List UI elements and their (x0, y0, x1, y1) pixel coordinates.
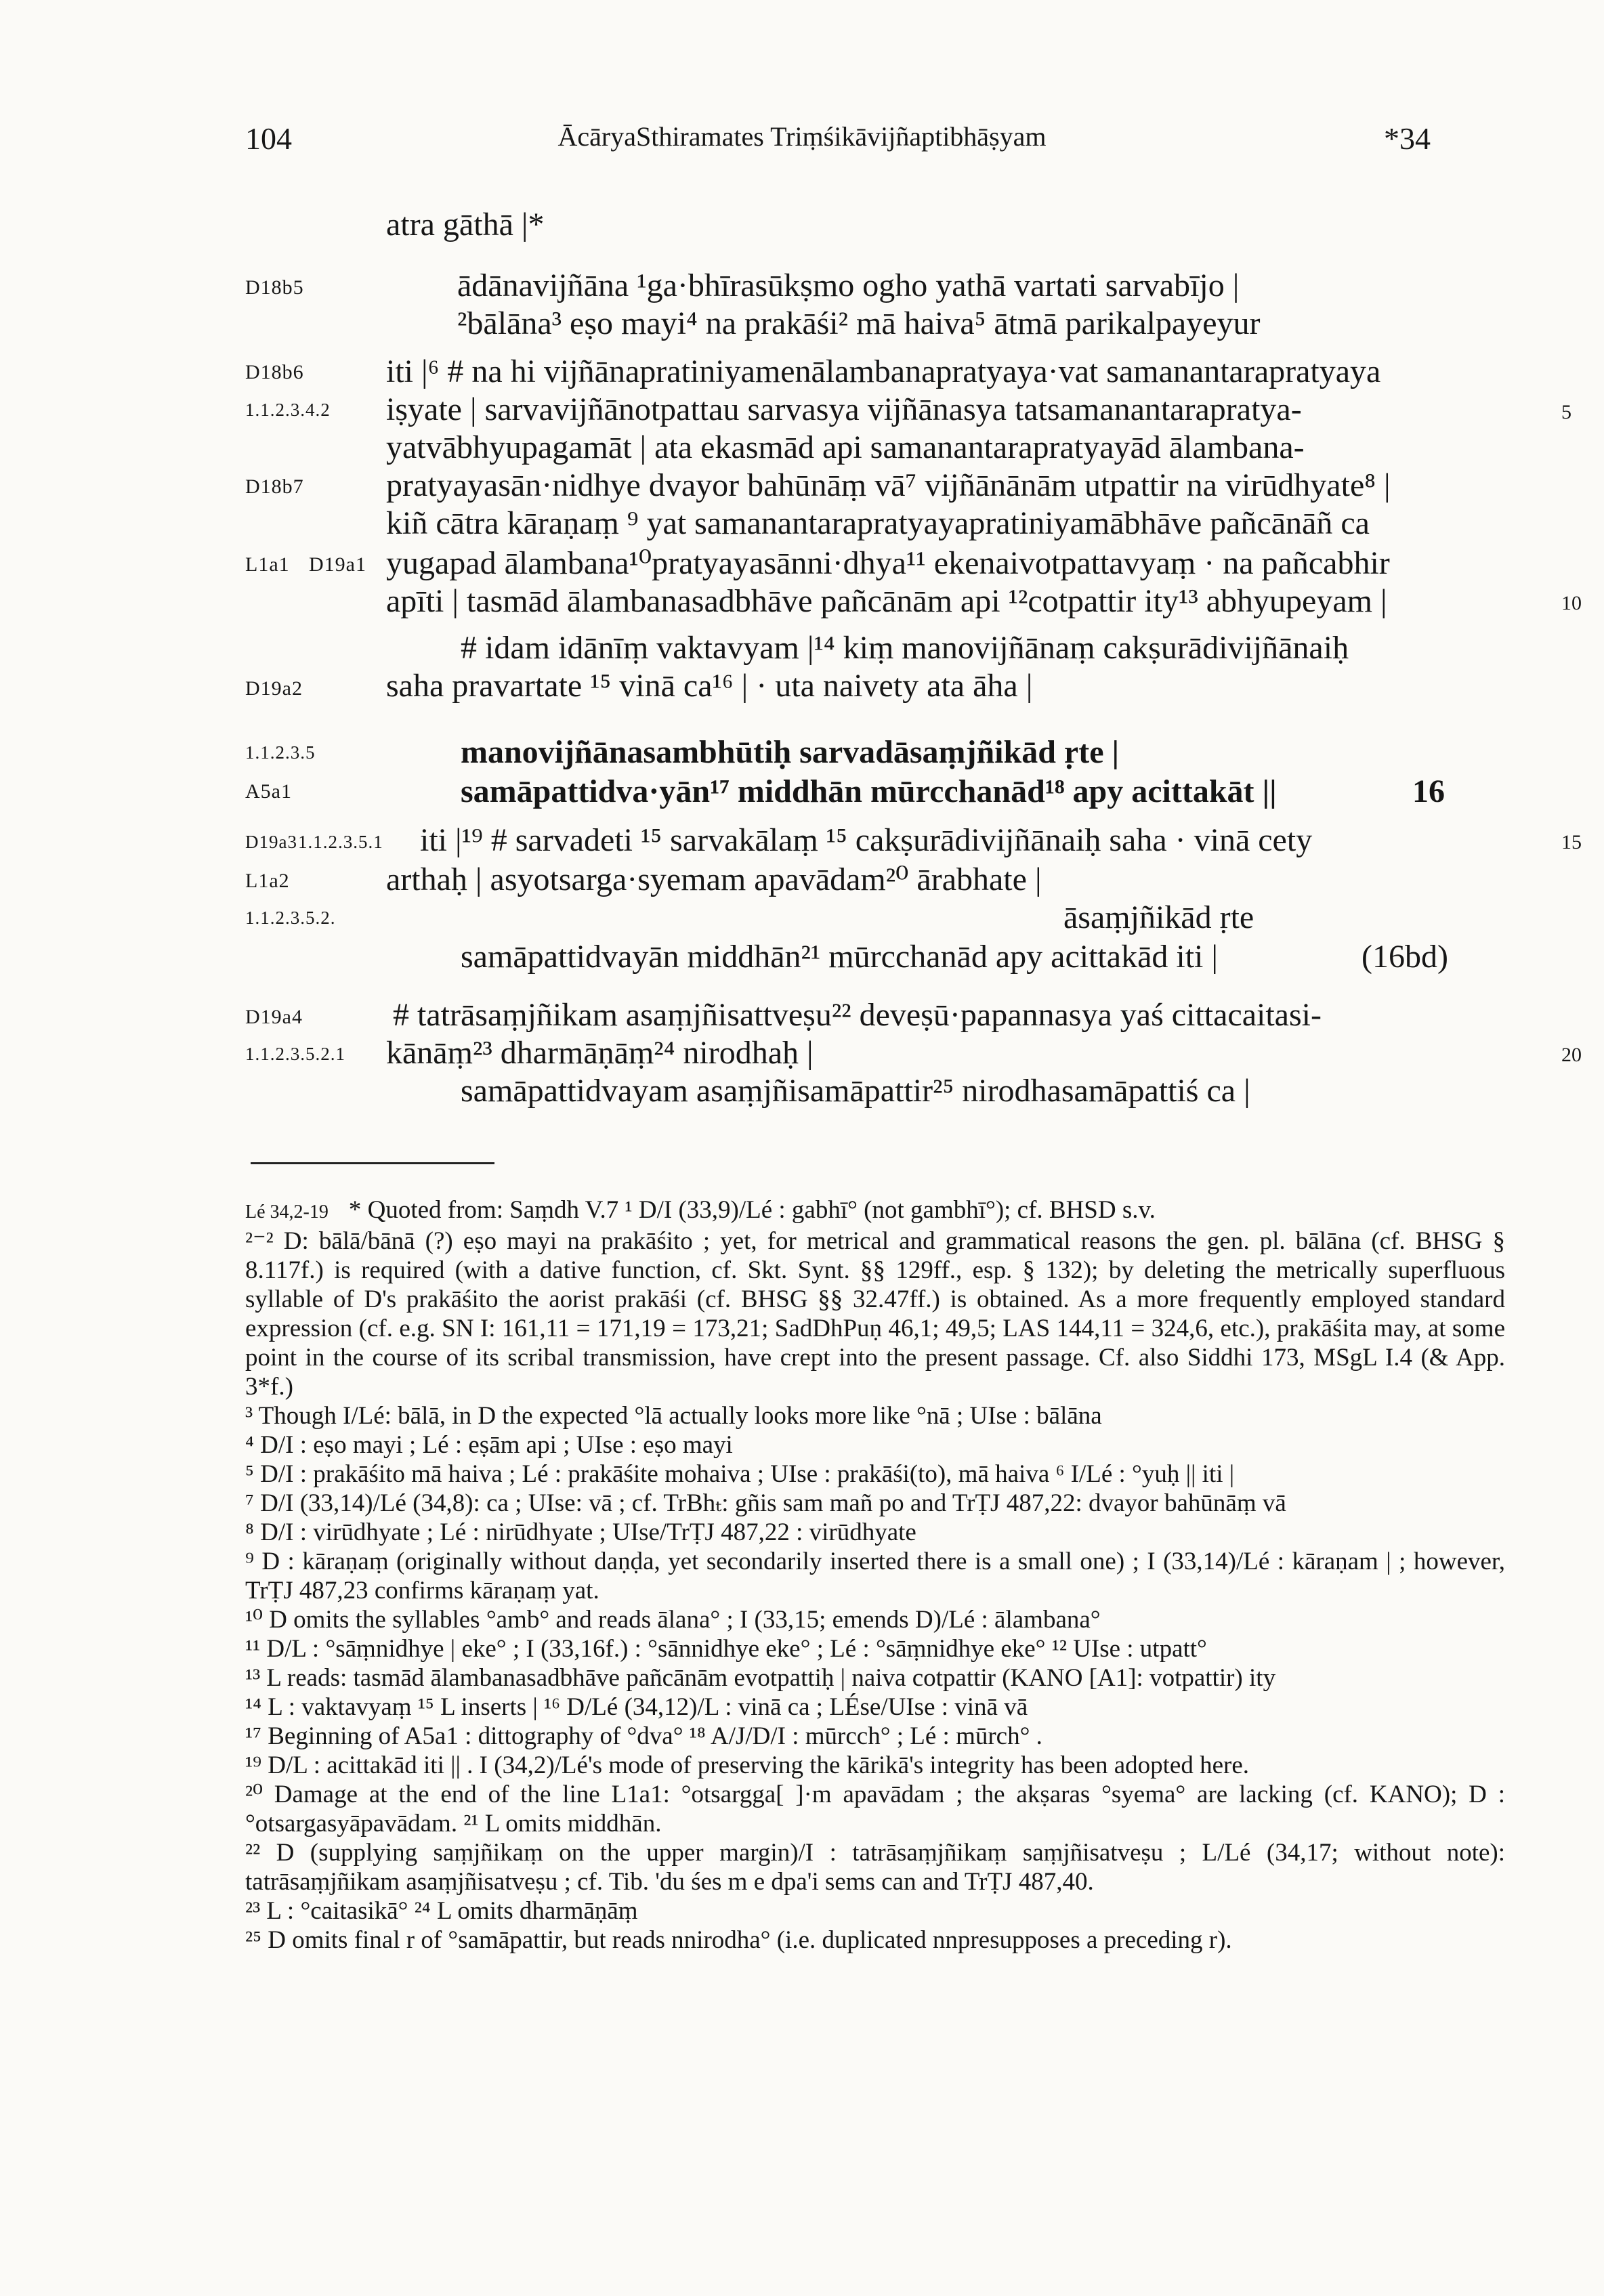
footnote: ³ Though I/Lé: bālā, in D the expected °lā actually looks more like °nā ; UIse : bālāna (245, 1402, 1102, 1430)
manuscript-siglum: D19a3 (245, 832, 297, 852)
text-line: pratyayasān·nidhye dvayor bahūnāṃ vā⁷ vijñānānām utpattir na virūdhyate⁸ | (386, 467, 1391, 503)
text-line: kiñ cātra kāraṇaṃ ⁹ yat samanantarapratyayapratiniyamābhāve pañcānāñ ca (386, 505, 1370, 541)
footnote: ¹⁰ D omits the syllables °amb° and reads ālana° ; I (33,15; emends D)/Lé : ālambana° (245, 1606, 1101, 1634)
footnote: ⁴ D/I : eṣo mayi ; Lé : eṣām api ; UIse : eṣo mayi (245, 1431, 733, 1459)
line-number: 15 (1561, 831, 1582, 853)
footnote: ⁹ D : kāraṇaṃ (originally without daṇḍa, yet secondarily inserted there is a small one) ; I (33,14)/Lé : kāraṇam | ; however, TrṬJ 487,23 confirms kāraṇaṃ yat. (245, 1548, 1505, 1604)
text-line: atra gāthā |* (386, 207, 545, 242)
text-line: yatvābhyupagamāt | ata ekasmād api samanantarapratyayād ālambana- (386, 429, 1305, 465)
text-line: iṣyate | sarvavijñānotpattau sarvasya vijñānasya tatsamanantarapratya- (386, 391, 1302, 427)
text-line: ādānavijñāna ¹ga·bhīrasūkṣmo ogho yathā vartati sarvabījo | (457, 268, 1240, 303)
footnote: ²⁰ Damage at the end of the line L1a1: °otsargga[ ]·m apavādam ; the akṣaras °syema° are lacking (cf. KANO); D : °otsargasyāpavādam. ²¹ L omits middhān. (245, 1781, 1505, 1837)
text-line: # idam idānīṃ vaktavyam |¹⁴ kiṃ manovijñānaṃ cakṣurādivijñānaiḥ (461, 630, 1349, 666)
section-siglum: 1.1.2.3.4.2 (245, 400, 331, 420)
text-line: iti |⁶ # na hi vijñānapratiniyamenālambanapratyaya·vat samanantarapratyaya (386, 354, 1381, 389)
footnote-meta: Lé 34,2-19 (245, 1202, 329, 1223)
footnotes (245, 1195, 1505, 1955)
footnote: ²⁵ D omits final r of °samāpattir, but reads nnirodha° (i.e. duplicated nnpresupposes a preceding r). (245, 1926, 1232, 1954)
karika-line: manovijñānasambhūtiḥ sarvadāsaṃjñikād ṛte | (461, 734, 1120, 770)
line-number: 5 (1561, 401, 1571, 423)
footnote: ²² D (supplying saṃjñikaṃ on the upper margin)/I : tatrāsaṃjñikaṃ saṃjñisatveṣu ; L/Lé (34,17; without note): tatrāsaṃjñikam asaṃjñisatveṣu ; cf. Tib. 'du śes m e dpa'i sems can and TrṬJ 487,40. (245, 1839, 1505, 1896)
text-line: # tatrāsaṃjñikam asaṃjñisattveṣu²² deveṣū·papannasya yaś cittacaitasi- (393, 997, 1322, 1033)
footnote: ¹⁷ Beginning of A5a1 : dittography of °dva° ¹⁸ A/J/D/I : mūrcch° ; Lé : mūrch° . (245, 1722, 1042, 1750)
section-siglum: 1.1.2.3.5 (245, 742, 316, 763)
text-line: samāpattidvayam asaṃjñisamāpattir²⁵ nirodhasamāpattiś ca | (461, 1073, 1250, 1109)
manuscript-siglum: D18b6 (245, 361, 304, 383)
text-line: iti |¹⁹ # sarvadeti ¹⁵ sarvakālaṃ ¹⁵ cakṣurādivijñānaiḥ saha · vinā cety (420, 822, 1313, 858)
karika-line: samāpattidva·yān¹⁷ middhān mūrcchanād¹⁸ apy acittakāt || (461, 773, 1277, 809)
footnote: ⁵ D/I : prakāśito mā haiva ; Lé : prakāśite mohaiva ; UIse : prakāśi(to), mā haiva ⁶ I/Lé : °yuḥ || iti | (245, 1460, 1235, 1488)
manuscript-siglum: D19a4 (245, 1006, 303, 1028)
text-line: ²bālāna³ eṣo mayi⁴ na prakāśi² mā haiva⁵ ātmā parikalpayeyur (457, 305, 1261, 341)
line-number: 10 (1561, 592, 1582, 614)
footnote: ¹³ L reads: tasmād ālambanasadbhāve pañcānām evotpattiḥ | naiva cotpattir (KANO [A1]: votpattir) ity (245, 1664, 1276, 1692)
footnote-separator (251, 1162, 494, 1164)
footnote: ⁸ D/I : virūdhyate ; Lé : nirūdhyate ; UIse/TrṬJ 487,22 : virūdhyate (245, 1518, 916, 1546)
text-line: samāpattidvayān middhān²¹ mūrcchanād apy acittakād iti | (461, 939, 1218, 975)
footnote: ¹⁹ D/L : acittakād iti || . I (34,2)/Lé's mode of preserving the kārikā's integrity has been adopted here. (245, 1751, 1249, 1779)
manuscript-siglum: D19a1 (309, 553, 366, 576)
footnote: ⁷ D/I (33,14)/Lé (34,8): ca ; UIse: vā ; cf. TrBhₜ: gñis sam mañ po and TrṬJ 487,22: dvayor bahūnāṃ vā (245, 1489, 1286, 1517)
section-marker: *34 (1384, 121, 1431, 156)
text-line: kānāṃ²³ dharmāṇāṃ²⁴ nirodhaḥ | (386, 1035, 814, 1071)
manuscript-siglum: L1a1 (245, 553, 290, 576)
manuscript-siglum: D19a2 (245, 677, 303, 700)
text-line: arthaḥ | asyotsarga·syemam apavādam²⁰ ārabhate | (386, 862, 1042, 897)
text-line: yugapad ālambana¹⁰pratyayasānni·dhya¹¹ ekenaivotpattavyaṃ · na pañcabhir (386, 545, 1390, 581)
text-line: āsaṃjñikād ṛte (1063, 899, 1254, 935)
footnote: ¹¹ D/L : °sāṃnidhye | eke° ; I (33,16f.) : °sānnidhye eke° ; Lé : °sāṃnidhye eke° ¹² UIse : utpatt° (245, 1635, 1207, 1663)
footnote: ¹⁴ L : vaktavyaṃ ¹⁵ L inserts | ¹⁶ D/Lé (34,12)/L : vinā ca ; LÉse/UIse : vinā vā (245, 1693, 1028, 1721)
text-line: apīti | tasmād ālambanasadbhāve pañcānām api ¹²cotpattir ity¹³ abhyupeyam | (386, 583, 1387, 619)
running-title: ĀcāryaSthiramates Triṃśikāvijñaptibhāṣyam (557, 121, 1047, 152)
section-siglum: 1.1.2.3.5.1 (298, 832, 383, 852)
page-number: 104 (245, 121, 292, 156)
karika-number: 16 (1412, 773, 1445, 809)
manuscript-siglum: L1a2 (245, 870, 290, 892)
section-siglum: 1.1.2.3.5.2.1 (245, 1044, 345, 1064)
section-siglum: 1.1.2.3.5.2. (245, 908, 336, 928)
manuscript-siglum: D18b7 (245, 475, 304, 498)
manuscript-siglum: D18b5 (245, 276, 304, 299)
text-line: saha pravartate ¹⁵ vinā ca¹⁶ | · uta naivety ata āha | (386, 668, 1033, 704)
line-number: 20 (1561, 1044, 1582, 1066)
footnote: Lé 34,2-19 * Quoted from: Saṃdh V.7 ¹ D/I (33,9)/Lé : gabhī° (not gambhī°); cf. BHSD s.v. (245, 1196, 1156, 1224)
footnote: ²³ L : °caitasikā° ²⁴ L omits dharmāṇāṃ (245, 1897, 638, 1925)
verse-reference: (16bd) (1362, 939, 1448, 975)
footnote: ²⁻² D: bālā/bānā (?) eṣo mayi na prakāśito ; yet, for metrical and grammatical reasons the gen. pl. bālāna (cf. BHSG § 8.117f.) is required (with a dative function, cf. Skt. Synt. §§ 129ff., esp. § 132); by deleting the metrically superfluous syllable of D's prakāśito the aorist prakāśi (cf. BHSG §§ 32.47ff.) is obtained. As a more frequently employed standard expression (cf. e.g. SN I: 161,11 = 171,19 = 173,21; SadDhPuṇ 46,1; 49,5; LAS 144,11 = 324,6, etc.), prakāśita may, at some point in the course of its scribal transmission, have crept into the present passage. Cf. also Siddhi 173, MSgL I.4 (& App. 3*f.) (245, 1227, 1505, 1401)
manuscript-siglum: A5a1 (245, 780, 292, 803)
